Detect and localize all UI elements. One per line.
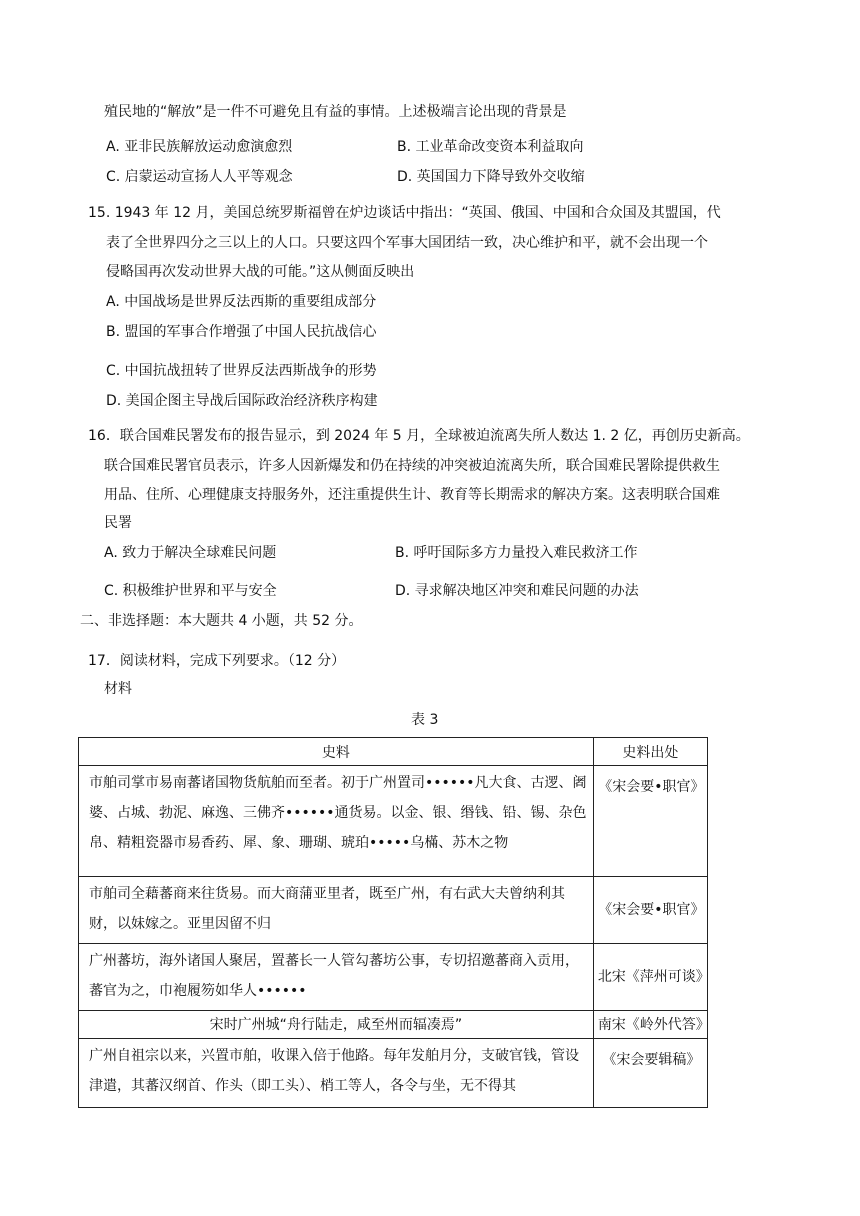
table-cell-text: 广州自祖宗以来，兴置市舶，收课入倍于他路。每年发舶月分，支破官钱，管设津遣，其蕃汉纲首、作头（即工头）、梢工等人，各令与坐，无不得其	[89, 1048, 579, 1094]
q15-option-b[interactable]: B. 盟国的军事合作增强了中国人民抗战信心	[106, 324, 377, 340]
q14-option-a[interactable]: A. 亚非民族解放运动愈演愈烈	[106, 139, 293, 155]
table-header-source-origin: 史料出处	[593, 738, 707, 766]
table-cell-source: 南宋《岭外代答》	[597, 1016, 710, 1033]
table-cell-text: 市舶司全藉蕃商来往货易。而大商蒲亚里者，既至广州，有右武大夫曾纳利其财，以妹嫁之。亚里因留不归	[89, 886, 565, 932]
table-row	[79, 877, 708, 944]
q16-stem-line-1: 16．联合国难民署发布的报告显示，到 2024 年 5 月，全球被迫流离失所人数达 1. 2 亿，再创历史新高。	[88, 428, 750, 444]
q14-option-d[interactable]: D. 英国国力下降导致外交收缩	[397, 169, 585, 185]
q16-stem-line-3: 用品、住所、心理健康支持服务外，还注重提供生计、教育等长期需求的解决方案。这表明联合国难	[104, 487, 720, 503]
table-header-row	[79, 738, 708, 766]
q16-stem-line-2: 联合国难民署官员表示，许多人因新爆发和仍在持续的冲突被迫流离失所，联合国难民署除提供救生	[104, 458, 720, 474]
q16-option-d[interactable]: D. 寻求解决地区冲突和难民问题的办法	[395, 583, 639, 599]
q16-option-a[interactable]: A. 致力于解决全球难民问题	[104, 545, 277, 561]
q15-stem-line-2: 表了全世界四分之三以上的人口。只要这四个军事大国团结一致，决心维护和平，就不会出现一个	[106, 235, 708, 251]
q15-stem-line-3: 侵略国再次发动世界大战的可能。”这从侧面反映出	[106, 264, 415, 280]
table-caption: 表 3	[411, 712, 439, 728]
material-label: 材料	[104, 681, 132, 697]
q16-stem-line-4: 民署	[104, 515, 132, 531]
table-row	[79, 1039, 708, 1108]
table-cell-text: 宋时广州城“舟行陆走，咸至州而辐凑焉”	[209, 1016, 463, 1033]
q15-stem-line-1: 15. 1943 年 12 月，美国总统罗斯福曾在炉边谈话中指出：“英国、俄国、中国和合众国及其盟国，代	[88, 205, 721, 221]
table-cell-source: 《宋会要辑稿》	[602, 1052, 701, 1068]
continued-question-line: 殖民地的“解放”是一件不可避免且有益的事情。上述极端言论出现的背景是	[104, 104, 567, 120]
q15-option-c[interactable]: C. 中国抗战扭转了世界反法西斯战争的形势	[106, 363, 377, 379]
table-cell-source: 《宋会要•职官》	[598, 902, 705, 918]
q16-option-b[interactable]: B. 呼吁国际多方力量投入难民救济工作	[395, 545, 638, 561]
table-cell-text: 市舶司掌市易南蕃诸国物货航舶而至者。初于广州置司••••••凡大食、古逻、阇婆、占城、勃泥、麻逸、三佛齐••••••通货易。以金、银、缗钱、铅、锡、杂色帛、精粗瓷器市易香药、犀、象、珊瑚、琥珀•••••乌樠、苏木之物	[89, 775, 587, 851]
table-cell-source: 北宋《萍州可谈》	[597, 969, 710, 985]
table-cell-text: 广州蕃坊，海外诸国人聚居，置蕃长一人管勾蕃坊公事，专切招邀蕃商入贡用，蕃官为之，巾袍履笏如华人••••••	[89, 953, 579, 999]
q15-option-a[interactable]: A. 中国战场是世界反法西斯的重要组成部分	[106, 294, 377, 310]
table-cell-source: 《宋会要•职官》	[598, 779, 705, 795]
q14-option-c[interactable]: C. 启蒙运动宣扬人人平等观念	[106, 169, 293, 185]
table-row	[79, 766, 708, 877]
section-heading: 二、非选择题：本大题共 4 小题，共 52 分。	[80, 613, 363, 629]
q16-option-c[interactable]: C. 积极维护世界和平与安全	[104, 583, 277, 599]
table-header-source-text: 史料	[79, 738, 594, 766]
q14-option-b[interactable]: B. 工业革命改变资本利益取向	[397, 139, 584, 155]
table-row	[79, 944, 708, 1011]
source-table	[78, 737, 708, 1108]
table-row	[79, 1011, 708, 1039]
q17-stem: 17．阅读材料，完成下列要求。（12 分）	[88, 653, 346, 669]
q15-option-d[interactable]: D. 美国企图主导战后国际政治经济秩序构建	[106, 393, 378, 409]
